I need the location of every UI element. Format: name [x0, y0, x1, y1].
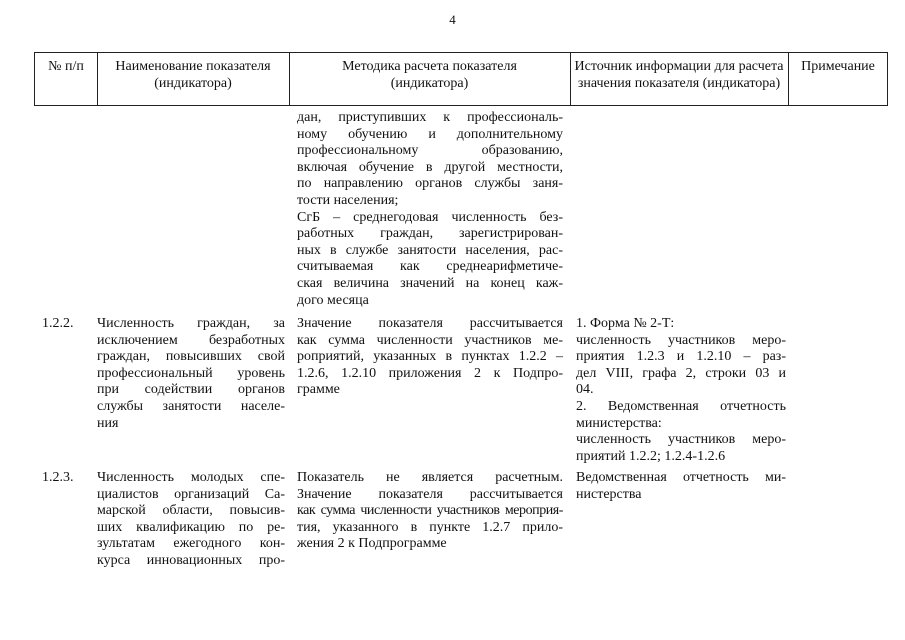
source-line: 2. Ведомственная отчетность — [576, 398, 786, 414]
header-col-note: Примечание — [801, 59, 875, 74]
name-line: циалистов организаций Са- — [97, 486, 285, 502]
method-line: работных граждан, зарегистрирован- — [297, 226, 563, 242]
name-line: службы занятости населе- — [97, 398, 285, 414]
method-line: 1.2.6, 1.2.10 приложения 2 к Подпро- — [297, 365, 563, 381]
source-line: 1. Форма № 2-Т: — [576, 316, 675, 331]
method-line: считываемая как среднеарифметиче- — [297, 259, 563, 275]
row-number: 1.2.2. — [42, 316, 74, 331]
page-number: 4 — [449, 12, 456, 27]
method-line: дого месяца — [297, 292, 369, 308]
name-line: ших квалификацию по ре- — [97, 519, 285, 535]
method-line: ская величина значений на конец каж- — [297, 275, 563, 291]
source-line: 04. — [576, 382, 594, 398]
indicator-source — [576, 316, 786, 465]
header-col-source: Источник информации для расчета значения показателя (индикатора) — [574, 59, 784, 91]
method-line: по направлению органов службы заня- — [297, 176, 563, 192]
method-line: как сумма численности участников мероприя- — [297, 503, 563, 519]
method-line: профессиональному образованию, — [297, 143, 563, 159]
indicator-name — [97, 470, 285, 570]
header-col-number: № п/п — [48, 59, 84, 74]
indicator-method — [297, 316, 563, 399]
method-line: тости населения; — [297, 192, 399, 208]
method-line: грамме — [297, 382, 340, 398]
method-line: тия, указанного в пункте 1.2.7 прило- — [297, 519, 563, 535]
name-line: ния — [97, 415, 119, 431]
method-line: Значение показателя рассчитывается — [297, 316, 563, 331]
name-line: курса инновационных про- — [97, 552, 285, 568]
name-line: профессиональный уровень — [97, 365, 285, 381]
source-line: численность участников меро- — [576, 332, 786, 348]
name-line: граждан, повысивших свой — [97, 349, 285, 365]
method-line: Значение показателя рассчитывается — [297, 486, 563, 502]
method-line: включая обучение в другой местности, — [297, 159, 563, 175]
indicator-name — [97, 316, 285, 432]
name-line: зультатам ежегодного кон- — [97, 536, 285, 552]
indicator-method — [297, 470, 563, 553]
method-line: жения 2 к Подпрограмме — [297, 536, 447, 552]
method-line: роприятий, указанных в пунктах 1.2.2 – — [297, 349, 563, 365]
row-number: 1.2.3. — [42, 470, 74, 485]
source-line: приятия 1.2.3 и 1.2.10 – раз- — [576, 349, 786, 365]
name-line: при содействии органов — [97, 382, 285, 398]
method-line: СгБ – среднегодовая численность без- — [297, 209, 563, 225]
name-line: марской области, повысив- — [97, 503, 285, 519]
source-line: численность участников меро- — [576, 432, 786, 448]
method-line: ных в службе занятости населения, рас- — [297, 242, 563, 258]
header-col-name: Наименование показателя (индикатора) — [115, 59, 271, 91]
source-line: министерства: — [576, 415, 662, 431]
method-line: как сумма численности участников ме- — [297, 332, 563, 348]
method-line: Показатель не является расчетным. — [297, 470, 563, 485]
indicator-source — [576, 470, 786, 503]
method-line: дан, приступивших к профессиональ- — [297, 110, 563, 125]
method-continuation — [297, 110, 563, 309]
source-line: дел VIII, графа 2, строки 03 и — [576, 365, 786, 381]
table-header — [34, 52, 888, 106]
name-line: Численность граждан, за — [97, 316, 285, 331]
source-line: Ведомственная отчетность ми- — [576, 470, 786, 485]
header-col-method: Методика расчета показателя (индикатора) — [342, 59, 517, 91]
name-line: исключением безработных — [97, 332, 285, 348]
name-line: Численность молодых спе- — [97, 470, 285, 485]
source-line: приятий 1.2.2; 1.2.4-1.2.6 — [576, 448, 726, 464]
method-line: ному обучению и дополнительному — [297, 126, 563, 142]
source-line: нистерства — [576, 486, 642, 502]
